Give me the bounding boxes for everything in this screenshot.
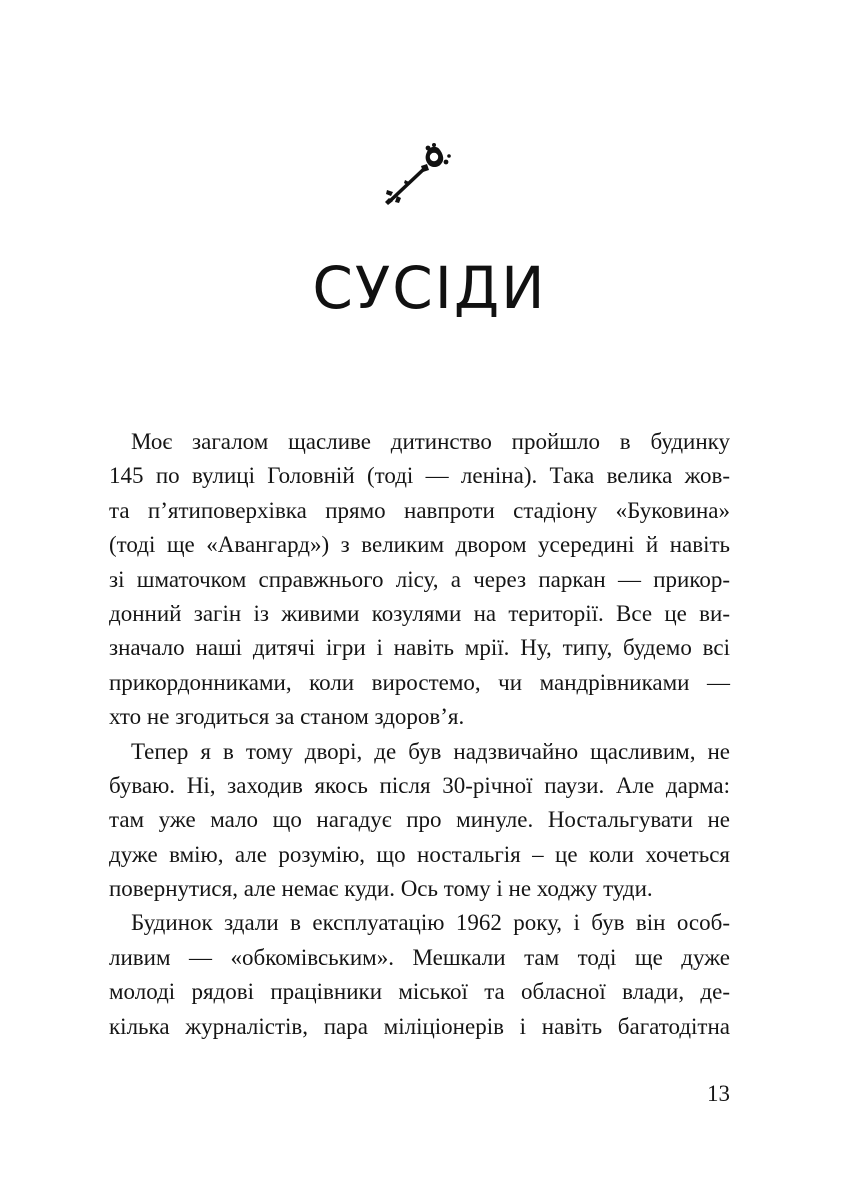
chapter-title: СУСІДИ [312,254,547,322]
paragraph [109,735,730,907]
text-line: прикордонниками, коли виростемо, чи мандрівниками — [109,669,730,695]
text-line: молоді рядові працівники міської та обласної влади, де- [109,979,730,1005]
text-line: ливим — «обкомівським». Мешкали там тоді ще дуже [109,944,730,970]
text-line: донний загін із живими козулями на території. Все це ви- [109,600,730,626]
text-line: повернутися, але немає куди. Ось тому і не ходжу туди. [109,876,653,902]
text-line: зі шматочком справжнього лісу, а через паркан — прикор- [109,566,730,592]
text-line: Моє загалом щасливе дитинство пройшло в будинку [131,429,730,454]
page-number: 13 [707,1081,730,1106]
text-line: (тоді ще «Авангард») з великим двором усередині й навіть [109,532,730,558]
text-line: дуже вмію, але розумію, що ностальгія – це коли хочеться [109,841,730,867]
text-line: та п’ятиповерхівка прямо навпроти стадіону «Буковина» [109,497,730,523]
text-line: кілька журналістів, пара міліціонерів і навіть багатодітна [109,1013,730,1039]
text-line: значало наші дитячі ігри і навіть мрії. Ну, типу, будемо всі [109,635,730,661]
text-line: 145 по вулиці Головній (тоді — леніна). Така велика жов- [109,463,730,489]
text-line: буваю. Ні, заходив якось після 30-річної паузи. Але дарма: [109,772,730,798]
text-line: там уже мало що нагадує про минуле. Ностальгувати не [109,807,730,833]
paragraph [109,425,730,735]
text-line: хто не згодиться за станом здоров’я. [109,704,465,730]
text-line: Будинок здали в експлуатацію 1962 року, і був він особ- [131,910,730,936]
body-text [109,425,730,1044]
text-line: Тепер я в тому дворі, де був надзвичайно щасливим, не [131,738,730,764]
key-icon [383,142,455,208]
paragraph [109,906,730,1044]
